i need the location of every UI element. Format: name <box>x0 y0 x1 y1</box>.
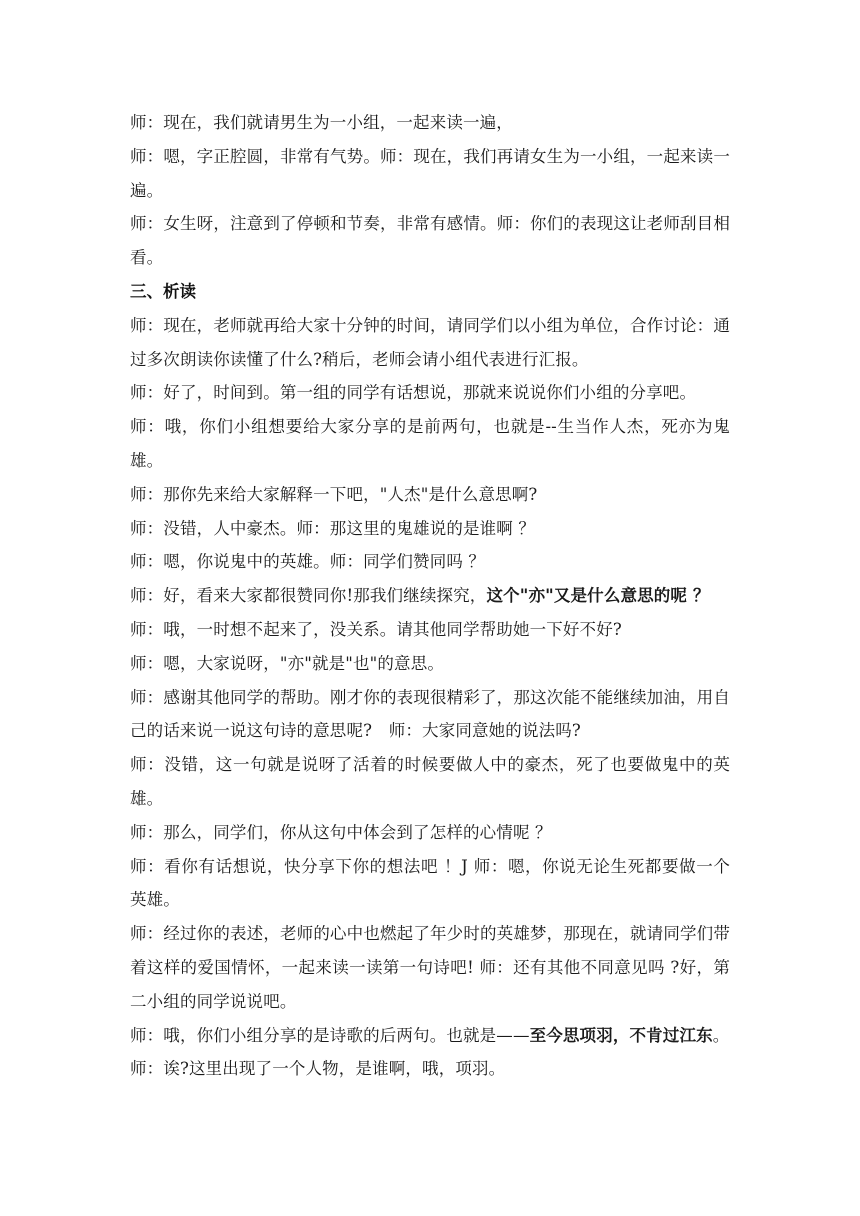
paragraph-text: 师：嗯，你说鬼中的英雄。师：同学们赞同吗 ？ <box>130 552 486 572</box>
dialogue-paragraph <box>130 647 730 681</box>
paragraph-text: 师：没错，这一句就是说呀了活着的时候要做人中的豪杰，死了也要做鬼中的英雄。 <box>130 755 730 808</box>
dialogue-paragraph <box>130 1052 730 1086</box>
paragraph-text: 师：那你先来给大家解释一下吧，"人杰"是什么意思啊? <box>130 484 538 504</box>
paragraph-text: 师：女生呀，注意到了停顿和节奏，非常有感情。师：你们的表现这让老师刮目相看。 <box>130 214 730 268</box>
paragraph-text: 师：嗯，字正腔圆，非常有气势。师：现在，我们再请女生为一小组，一起来读一遍。 <box>130 146 730 200</box>
paragraph-text: 师：哦，你们小组想要给大家分享的是前两句，也就是--生当作人杰，死亦为鬼雄。 <box>130 417 730 470</box>
dialogue-paragraph <box>130 478 730 512</box>
dialogue-paragraph <box>130 309 730 377</box>
paragraph-text: 。 <box>712 1025 730 1045</box>
paragraph-text: 师：诶?这里出现了一个人物，是谁啊，哦，项羽。 <box>130 1059 506 1079</box>
paragraph-text: 师：嗯，大家说呀，"亦"就是"也"的意思。 <box>130 653 445 673</box>
paragraph-text: 师：经过你的表述，老师的心中也燃起了年少时的英雄梦，那现在，就请同学们带着这样的爱国情怀，一起来读一读第一句诗吧! 师：还有其他不同意见吗 ?好，第二小组的同学说说吧。 <box>130 924 730 1011</box>
dialogue-paragraph <box>130 106 730 140</box>
emphasized-text: 至今思项羽，不肯过江东 <box>529 1025 713 1045</box>
paragraph-text: 师：现在，老师就再给大家十分钟的时间，请同学们以小组为单位，合作讨论：通过多次朗读你读懂了什么?稍后，老师会请小组代表进行汇报。 <box>130 315 730 369</box>
dialogue-paragraph <box>130 748 730 816</box>
dialogue-paragraph <box>130 917 730 1018</box>
dialogue-paragraph <box>130 579 730 613</box>
paragraph-text: 师：好，看来大家都很赞同你!那我们继续探究， <box>130 586 487 606</box>
emphasized-text: 三、析读 <box>130 281 196 301</box>
paragraph-text: 师：哦，你们小组分享的是诗歌的后两句。也就是—— <box>130 1025 530 1045</box>
paragraph-text: 师：感谢其他同学的帮助。刚才你的表现很精彩了，那这次能不能继续加油，用自己的话来说一说这句诗的意思呢? 师：大家同意她的说法吗? <box>130 687 730 741</box>
section-heading <box>130 275 730 309</box>
paragraph-text: 师：现在，我们就请男生为一小组，一起来读一遍， <box>130 113 513 132</box>
dialogue-paragraph <box>130 376 730 410</box>
dialogue-paragraph <box>130 410 730 478</box>
dialogue-paragraph <box>130 140 730 208</box>
emphasized-text: 这个"亦"又是什么意思的呢 ？ <box>486 586 710 606</box>
dialogue-paragraph <box>130 816 730 850</box>
dialogue-paragraph <box>130 850 730 918</box>
dialogue-paragraph <box>130 207 730 275</box>
paragraph-text: 师：那么，同学们，你从这句中体会到了怎样的心情呢 ？ <box>130 822 552 842</box>
paragraph-text: 师：好了，时间到。第一组的同学有话想说，那就来说说你们小组的分享吧。 <box>130 383 697 403</box>
dialogue-paragraph <box>130 545 730 579</box>
dialogue-paragraph <box>130 613 730 647</box>
paragraph-text: 师：没错，人中豪杰。师：那这里的鬼雄说的是谁啊 ？ <box>130 518 535 538</box>
dialogue-paragraph <box>130 1019 730 1053</box>
paragraph-text: 师：哦，一时想不起来了，没关系。请其他同学帮助她一下好不好? <box>130 619 622 639</box>
paragraph-text: 师：看你有话想说，快分享下你的想法吧 ！J 师：嗯，你说无论生死都要做一个英雄。 <box>130 856 730 910</box>
dialogue-paragraph <box>130 512 730 546</box>
document-body <box>130 106 730 1086</box>
dialogue-paragraph <box>130 681 730 749</box>
